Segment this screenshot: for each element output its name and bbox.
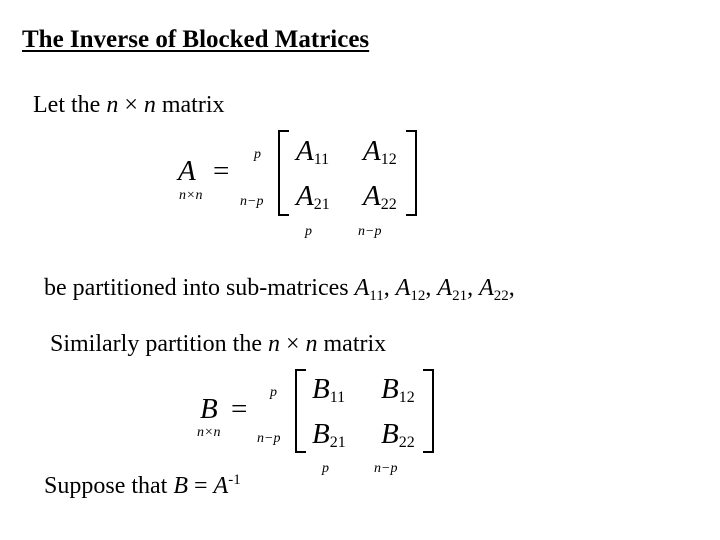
matrix-b-col-label-2: n−p [374, 461, 398, 476]
matrix-a-dim: n×n [179, 188, 203, 203]
matrix-b-equals: = [231, 393, 248, 425]
times-sign: × [118, 92, 144, 118]
suppose-b: B [173, 473, 188, 499]
similarly-line [50, 331, 386, 358]
dim-n-3: n [267, 331, 280, 357]
inverse-exponent: -1 [228, 472, 241, 488]
submatrix-a11: $A_{11}$, [354, 275, 396, 304]
matrix-a-equals: = [213, 155, 230, 187]
dim-n-4: n [305, 331, 318, 357]
intro-suffix: matrix [155, 92, 225, 118]
matrix-a-col-label-2: n−p [358, 224, 382, 239]
suppose-a: A [213, 473, 229, 499]
matrix-b-name: B [200, 393, 218, 425]
suppose-prefix: Suppose that [44, 473, 174, 499]
matrix-a-entry-21: A21 [296, 180, 330, 213]
partition-line [44, 275, 515, 305]
submatrix-a12: $A_{12}$, [395, 275, 438, 304]
matrix-a-right-bracket [406, 131, 416, 215]
suppose-line [44, 472, 241, 500]
matrix-b-row-label-2: n−p [257, 431, 281, 446]
submatrix-a21: $A_{21}$, [437, 275, 480, 304]
intro-prefix: Let the [33, 92, 107, 118]
matrix-b-entry-21: B21 [312, 418, 346, 451]
similarly-prefix: Similarly partition the [50, 331, 268, 357]
partition-text: be partitioned into sub-matrices [44, 275, 355, 301]
matrix-a-name: A [178, 155, 196, 187]
submatrix-a22: $A_{22}$, [479, 275, 515, 304]
matrix-b-col-label-1: p [322, 461, 329, 476]
slide-title: The Inverse of Blocked Matrices [22, 26, 370, 53]
dim-n-2: n [143, 92, 156, 118]
matrix-b-left-bracket [296, 370, 306, 452]
matrix-b-right-bracket [423, 370, 433, 452]
suppose-equals: = [188, 473, 214, 499]
matrix-a-col-label-1: p [305, 224, 312, 239]
matrix-a-entry-12: A12 [363, 135, 397, 168]
matrix-b-dim: n×n [197, 425, 221, 440]
matrix-b-row-label-1: p [270, 385, 277, 400]
dim-n-1: n [106, 92, 119, 118]
matrix-a-entry-22: A22 [363, 180, 397, 213]
similarly-suffix: matrix [317, 331, 387, 357]
matrix-a-entry-11: A11 [296, 135, 330, 168]
matrix-b-entry-11: B11 [312, 373, 346, 406]
times-sign-2: × [279, 331, 306, 357]
matrix-b-entry-22: B22 [381, 418, 415, 451]
matrix-b-entry-12: B12 [381, 373, 415, 406]
matrix-a-left-bracket [279, 131, 289, 215]
matrix-a-row-label-1: p [254, 147, 261, 162]
matrix-a-row-label-2: n−p [240, 194, 264, 209]
